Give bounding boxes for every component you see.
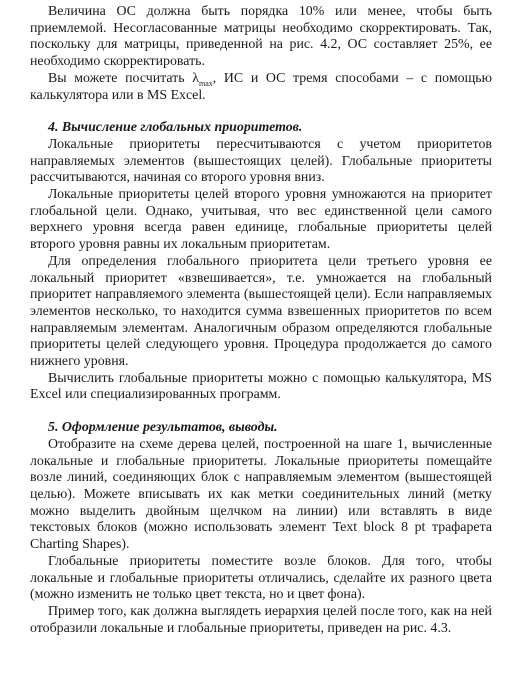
section-4-paragraph: Локальные приоритеты целей второго уровня умножаются на приоритет глобальной цели. Однако, учитывая, что вес единственной цели самого верхнего уровня всегда равен единице, глобальные приоритеты целей второго уровня равны их локальным приоритетам. <box>30 187 492 253</box>
section-5-paragraph: Глобальные приоритеты поместите возле блоков. Для того, чтобы локальные и глобальные приоритеты отличались, сделайте их разного цвета (можно изменить не только цвет текста, но и цвет фона). <box>30 553 492 603</box>
section-5-paragraph: Пример того, как должна выглядеть иерархия целей после того, как на ней отобразили локальные и глобальные приоритеты, приведен на рис. 4.3. <box>30 603 492 636</box>
paragraph-calculation-methods <box>30 71 492 104</box>
section-4-paragraph: Для определения глобального приоритета цели третьего уровня ее локальный приоритет «взвешивается», т.е. умножается на глобальный приоритет направляемого элемента (вышестоящей цели). Если направляемых элементов несколько, то находится сумма взвешенных приоритетов по всем направляемым элементам. Аналогичным образом определяются глобальные приоритеты целей следующего уровня. Процедура продолжается до самого нижнего уровня. <box>30 253 492 370</box>
lambda-subscript: max <box>198 78 213 88</box>
section-5-heading: 5. Оформление результатов, выводы. <box>48 420 278 436</box>
section-4-heading: 4. Вычисление глобальных приоритетов. <box>48 120 303 136</box>
section-5-paragraph: Отобразите на схеме дерева целей, построенной на шаге 1, вычисленные локальные и глобальные приоритеты. Локальные приоритеты помещайте возле линий, соединяющих блок с направляемым элементом (вышестоящей целью). Можете вписывать их как метки соединительных линий (метку можно выделить двойным щелчком на линии) или вставлять в виде текстовых блоков (можно использовать элемент Text block 8 pt трафарета Charting Shapes). <box>30 436 492 553</box>
calc-text-after: , ИС и ОС тремя способами – с помощью калькулятора или в MS Excel. <box>30 70 492 103</box>
section-4-paragraph: Локальные приоритеты пересчитываются с учетом приоритетов направляемых элементов (вышестоящих целей). Глобальные приоритеты рассчитываются, начиная со второго уровня вниз. <box>30 136 492 186</box>
section-4-paragraph: Вычислить глобальные приоритеты можно с помощью калькулятора, MS Excel или специализированных программ. <box>30 370 492 403</box>
section-spacer <box>30 104 492 120</box>
section-spacer <box>30 404 492 420</box>
paragraph-consistency: Величина ОС должна быть порядка 10% или менее, чтобы быть приемлемой. Несогласованные матрицы необходимо скорректировать. Так, поскольку для матрицы, приведенной на рис. 4.2, ОС составляет 25%, ее необходимо скорректировать. <box>30 4 492 70</box>
document-page <box>30 4 492 637</box>
calc-text-before: Вы можете посчитать λ <box>48 70 199 86</box>
